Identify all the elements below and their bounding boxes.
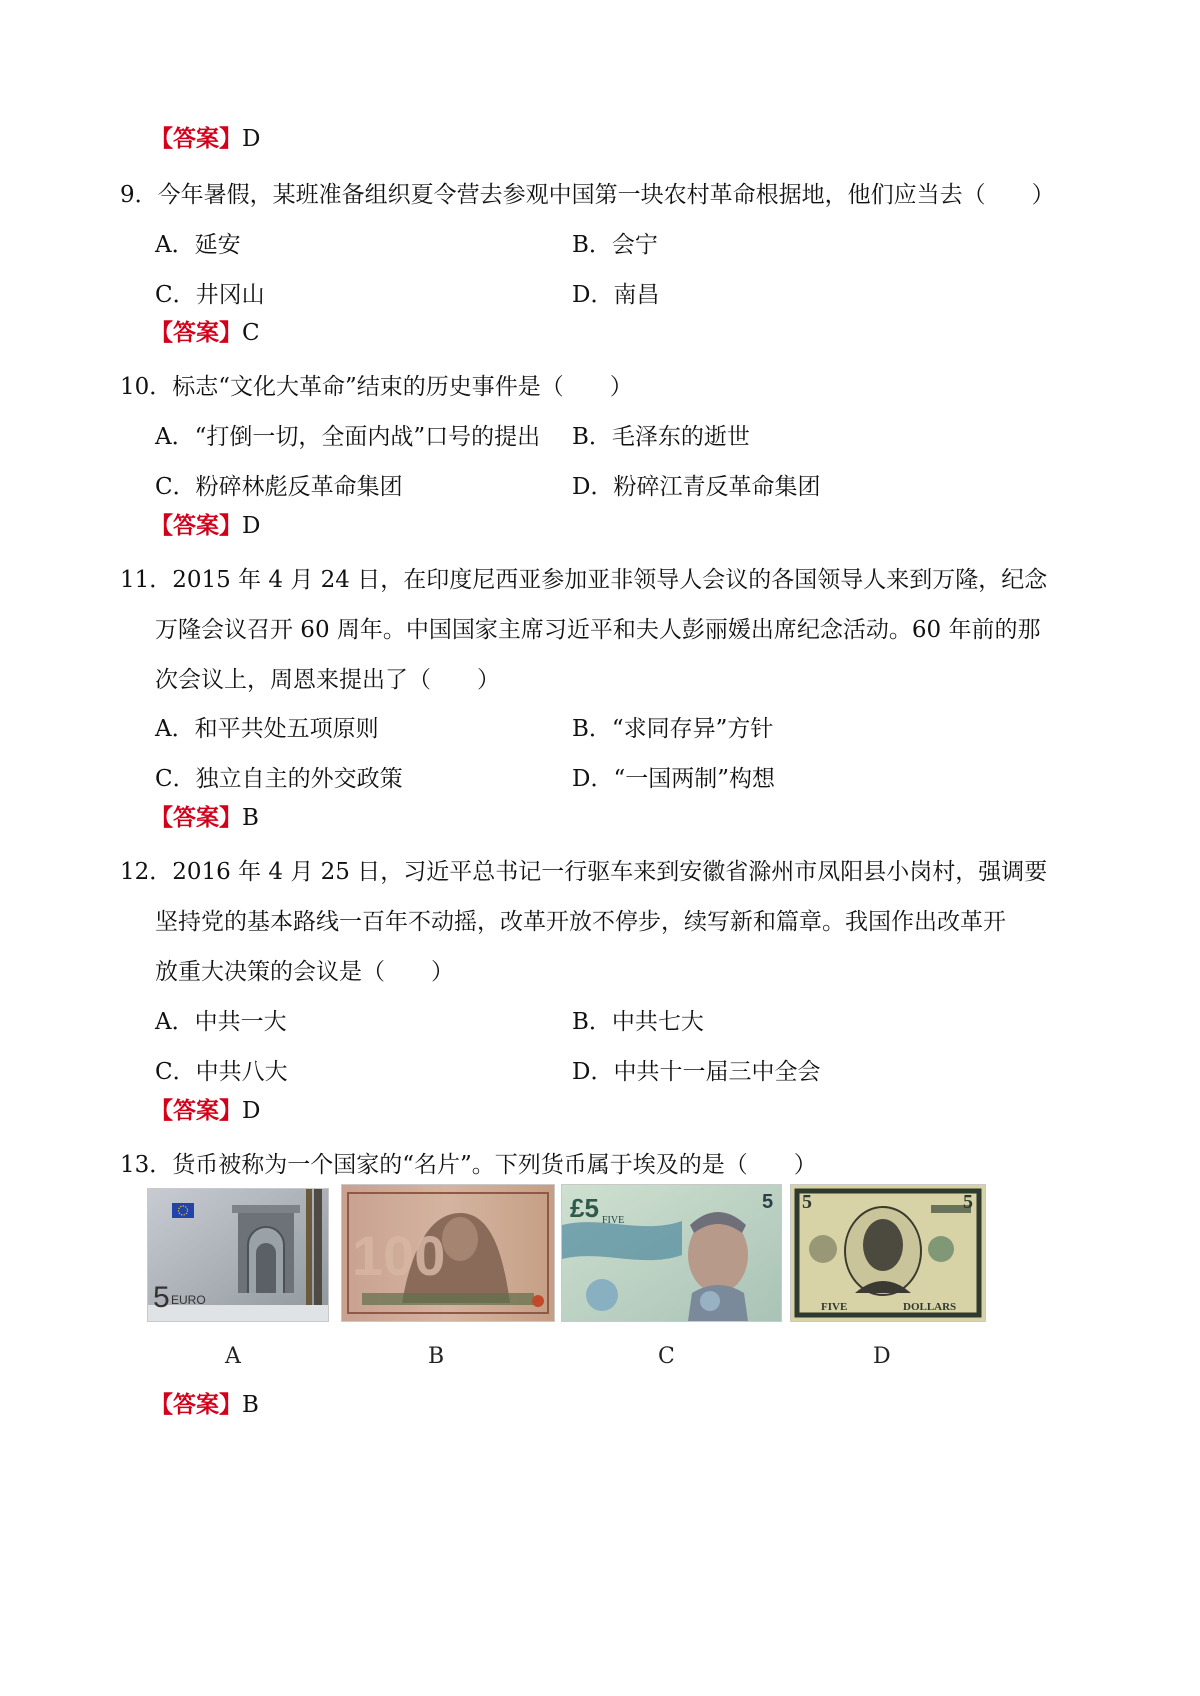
image-label-d: D [873, 1344, 891, 1369]
option-9a: A．延安 [155, 232, 241, 258]
option-11d: D．“一国两制”构想 [572, 766, 775, 792]
image-label-b: B [428, 1344, 445, 1369]
option-10b: B．毛泽东的逝世 [572, 424, 750, 450]
option-9c: C．井冈山 [155, 282, 265, 308]
euro-denomination: 5 [153, 1281, 170, 1314]
answer-bracket: 【答案】 [150, 125, 242, 152]
question-11-line-3: 次会议上，周恩来提出了（ ） [155, 667, 500, 693]
option-12d: D．中共十一届三中全会 [572, 1059, 821, 1085]
us-five-text: FIVE [821, 1301, 848, 1313]
question-12-line-1: 12．2016 年 4 月 25 日，习近平总书记一行驱车来到安徽省滁州市凤阳县小岗村，强调要 [120, 859, 1048, 885]
uk-denomination: £5 [570, 1193, 599, 1223]
option-11b: B．“求同存异”方针 [572, 716, 774, 742]
banknote-uk-image [561, 1184, 782, 1322]
option-9d: D．南昌 [572, 282, 660, 308]
answer-q9 [150, 314, 260, 347]
us-dollars-text: DOLLARS [903, 1301, 957, 1313]
option-9b: B．会宁 [572, 232, 658, 258]
answer-bracket: 【答案】 [150, 319, 242, 346]
answer-bracket: 【答案】 [150, 512, 242, 539]
option-10a: A．“打倒一切，全面内战”口号的提出 [155, 424, 541, 450]
option-12c: C．中共八大 [155, 1059, 288, 1085]
answer-q8 [150, 120, 260, 153]
question-13: 13．货币被称为一个国家的“名片”。下列货币属于埃及的是（ ） [120, 1152, 817, 1178]
answer-bracket: 【答案】 [150, 804, 242, 831]
answer-q12 [150, 1092, 260, 1125]
answer-bracket: 【答案】 [150, 1097, 242, 1124]
uk-five-text: FIVE [602, 1215, 625, 1226]
question-11-line-1: 11．2015 年 4 月 24 日，在印度尼西亚参加亚非领导人会议的各国领导人来到万隆，纪念 [120, 567, 1048, 593]
answer-q10 [150, 507, 260, 540]
us-corner-numeral-right: 5 [963, 1191, 973, 1213]
question-12-line-3: 放重大决策的会议是（ ） [155, 959, 454, 985]
answer-value: D [242, 513, 261, 539]
option-12b: B．中共七大 [572, 1009, 704, 1035]
image-label-c: C [658, 1344, 675, 1369]
banknote-euro-image [147, 1188, 329, 1322]
option-11a: A．和平共处五项原则 [155, 716, 379, 742]
banknote-egypt-image [341, 1184, 555, 1322]
image-label-a: A [225, 1344, 241, 1369]
euro-currency-text: EURO [171, 1293, 206, 1307]
answer-value: D [242, 126, 261, 152]
option-11c: C．独立自主的外交政策 [155, 766, 403, 792]
uk-corner-numeral: 5 [762, 1191, 774, 1213]
answer-value: B [242, 1392, 259, 1418]
egypt-denomination: 100 [352, 1224, 446, 1287]
question-9: 9．今年暑假，某班准备组织夏令营去参观中国第一块农村革命根据地，他们应当去（ ） [120, 182, 1055, 208]
answer-value: C [242, 320, 260, 346]
us-corner-numeral-left: 5 [802, 1191, 812, 1213]
option-10c: C．粉碎林彪反革命集团 [155, 474, 403, 500]
option-12a: A．中共一大 [155, 1009, 287, 1035]
banknote-us-image [790, 1184, 986, 1322]
answer-bracket: 【答案】 [150, 1391, 242, 1418]
answer-value: B [242, 805, 259, 831]
answer-value: D [242, 1098, 261, 1124]
question-12-line-2: 坚持党的基本路线一百年不动摇，改革开放不停步，续写新和篇章。我国作出改革开 [155, 909, 1006, 935]
question-10: 10．标志“文化大革命”结束的历史事件是（ ） [120, 374, 633, 400]
answer-q11 [150, 799, 259, 832]
question-11-line-2: 万隆会议召开 60 周年。中国国家主席习近平和夫人彭丽媛出席纪念活动。60 年前的那 [155, 617, 1041, 643]
option-10d: D．粉碎江青反革命集团 [572, 474, 821, 500]
answer-q13 [150, 1386, 259, 1419]
